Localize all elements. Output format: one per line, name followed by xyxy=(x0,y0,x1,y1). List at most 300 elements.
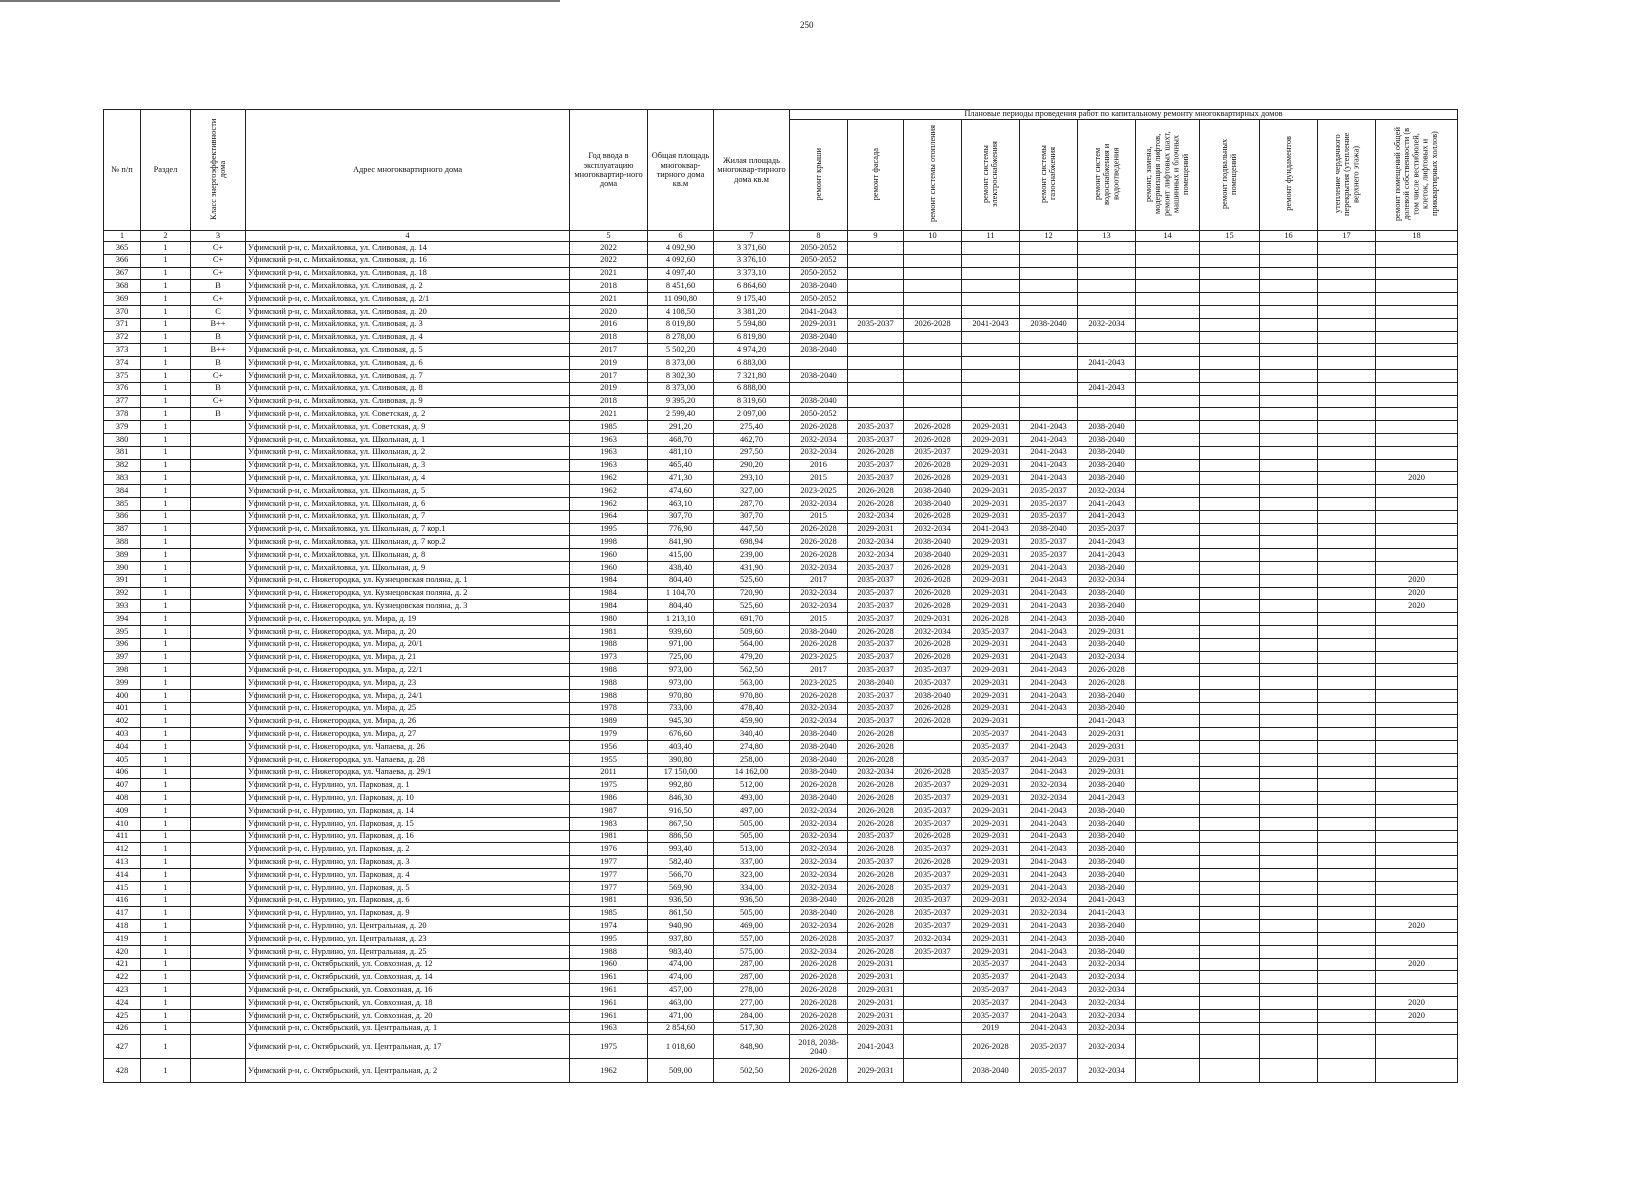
energy-class-cell xyxy=(191,523,246,536)
roof-cell: 2041-2043 xyxy=(790,305,848,318)
total-area-cell: 992,80 xyxy=(648,779,714,792)
electric-cell: 2029-2031 xyxy=(962,549,1020,562)
electric-cell: 2029-2031 xyxy=(962,472,1020,485)
energy-class-cell: C xyxy=(191,305,246,318)
water-cell xyxy=(1078,331,1136,344)
foundation-cell xyxy=(1260,625,1318,638)
energy-class-cell xyxy=(191,638,246,651)
heating-cell: 2026-2028 xyxy=(904,715,962,728)
total-area-cell: 8 451,60 xyxy=(648,280,714,293)
attic-cell xyxy=(1318,958,1376,971)
living-area-cell: 337,00 xyxy=(714,856,790,869)
section-cell: 1 xyxy=(141,741,191,754)
attic-cell xyxy=(1318,318,1376,331)
gas-cell: 2032-2034 xyxy=(1020,779,1078,792)
heating-cell: 2026-2028 xyxy=(904,766,962,779)
facade-cell: 2032-2034 xyxy=(848,766,904,779)
electric-cell xyxy=(962,344,1020,357)
section-cell: 1 xyxy=(141,689,191,702)
roof-cell: 2038-2040 xyxy=(790,280,848,293)
gas-cell: 2041-2043 xyxy=(1020,664,1078,677)
table-row xyxy=(104,907,1458,920)
roof-cell: 2026-2028 xyxy=(790,984,848,997)
table-row xyxy=(104,997,1458,1010)
year-cell: 1961 xyxy=(570,971,648,984)
living-area-cell: 2 097,00 xyxy=(714,408,790,421)
heating-cell: 2038-2040 xyxy=(904,485,962,498)
basement-cell xyxy=(1200,958,1260,971)
address-cell: Уфимский р-н, с. Михайловка, ул. Сливовая, д. 3 xyxy=(246,318,570,331)
total-area-cell: 804,40 xyxy=(648,574,714,587)
row-number-cell: 374 xyxy=(104,357,141,370)
section-cell: 1 xyxy=(141,651,191,664)
section-cell: 1 xyxy=(141,574,191,587)
basement-cell xyxy=(1200,561,1260,574)
total-area-cell: 474,60 xyxy=(648,485,714,498)
water-cell: 2038-2040 xyxy=(1078,869,1136,882)
header-attic-insulation: утепление чердачного перекрытия (утепление верхнего этажа) xyxy=(1318,120,1376,231)
common-premises-cell xyxy=(1376,549,1458,562)
common-premises-cell: 2020 xyxy=(1376,958,1458,971)
roof-cell: 2038-2040 xyxy=(790,625,848,638)
common-premises-cell: 2020 xyxy=(1376,587,1458,600)
table-row xyxy=(104,715,1458,728)
electric-cell: 2029-2031 xyxy=(962,945,1020,958)
elevators-cell xyxy=(1136,843,1200,856)
energy-class-cell: B xyxy=(191,331,246,344)
address-cell: Уфимский р-н, с. Нурлино, ул. Парковая, д. 5 xyxy=(246,881,570,894)
foundation-cell xyxy=(1260,472,1318,485)
roof-cell xyxy=(790,357,848,370)
year-cell: 1962 xyxy=(570,1059,648,1083)
facade-cell xyxy=(848,357,904,370)
heating-cell xyxy=(904,984,962,997)
elevators-cell xyxy=(1136,485,1200,498)
total-area-cell: 937,80 xyxy=(648,933,714,946)
foundation-cell xyxy=(1260,702,1318,715)
section-cell: 1 xyxy=(141,971,191,984)
row-number-cell: 397 xyxy=(104,651,141,664)
water-cell: 2041-2043 xyxy=(1078,382,1136,395)
electric-cell xyxy=(962,242,1020,255)
elevators-cell xyxy=(1136,958,1200,971)
section-cell: 1 xyxy=(141,523,191,536)
row-number-cell: 366 xyxy=(104,254,141,267)
electric-cell: 2029-2031 xyxy=(962,536,1020,549)
living-area-cell: 563,00 xyxy=(714,677,790,690)
attic-cell xyxy=(1318,600,1376,613)
living-area-cell: 970,80 xyxy=(714,689,790,702)
energy-class-cell: B xyxy=(191,357,246,370)
basement-cell xyxy=(1200,574,1260,587)
facade-cell: 2026-2028 xyxy=(848,497,904,510)
gas-cell: 2041-2043 xyxy=(1020,830,1078,843)
water-cell xyxy=(1078,408,1136,421)
year-cell: 1977 xyxy=(570,856,648,869)
address-cell: Уфимский р-н, с. Михайловка, ул. Сливовая, д. 20 xyxy=(246,305,570,318)
section-cell: 1 xyxy=(141,280,191,293)
header-plan-periods: Плановые периоды проведения работ по капитальному ремонту многоквартирных домов xyxy=(790,110,1458,120)
water-cell: 2041-2043 xyxy=(1078,792,1136,805)
roof-cell: 2029-2031 xyxy=(790,318,848,331)
section-cell: 1 xyxy=(141,869,191,882)
energy-class-cell xyxy=(191,894,246,907)
section-cell: 1 xyxy=(141,1035,191,1059)
year-cell: 1980 xyxy=(570,613,648,626)
foundation-cell xyxy=(1260,1059,1318,1083)
table-row xyxy=(104,638,1458,651)
gas-cell: 2035-2037 xyxy=(1020,536,1078,549)
basement-cell xyxy=(1200,933,1260,946)
address-cell: Уфимский р-н, с. Нурлино, ул. Парковая, д. 2 xyxy=(246,843,570,856)
address-cell: Уфимский р-н, с. Нижегородка, ул. Кузнецовская поляна, д. 2 xyxy=(246,587,570,600)
total-area-cell: 582,40 xyxy=(648,856,714,869)
header-foundation: ремонт фундаментов xyxy=(1260,120,1318,231)
year-cell: 2018 xyxy=(570,280,648,293)
common-premises-cell xyxy=(1376,728,1458,741)
electric-cell: 2026-2028 xyxy=(962,1035,1020,1059)
gas-cell: 2041-2043 xyxy=(1020,689,1078,702)
address-cell: Уфимский р-н, с. Октябрьский, ул. Совхозная, д. 14 xyxy=(246,971,570,984)
roof-cell: 2032-2034 xyxy=(790,817,848,830)
elevators-cell xyxy=(1136,805,1200,818)
header-living-area: Жилая площадь многоквар-тирного дома кв.м xyxy=(714,110,790,231)
living-area-cell: 5 594,80 xyxy=(714,318,790,331)
section-cell: 1 xyxy=(141,1059,191,1083)
attic-cell xyxy=(1318,382,1376,395)
attic-cell xyxy=(1318,677,1376,690)
column-number: 12 xyxy=(1020,231,1078,242)
attic-cell xyxy=(1318,523,1376,536)
address-cell: Уфимский р-н, с. Октябрьский, ул. Центральная, д. 1 xyxy=(246,1022,570,1035)
year-cell: 1963 xyxy=(570,433,648,446)
total-area-cell: 973,00 xyxy=(648,664,714,677)
total-area-cell: 725,00 xyxy=(648,651,714,664)
section-cell: 1 xyxy=(141,613,191,626)
total-area-cell: 1 104,70 xyxy=(648,587,714,600)
year-cell: 1988 xyxy=(570,638,648,651)
water-cell: 2041-2043 xyxy=(1078,907,1136,920)
water-cell: 2032-2034 xyxy=(1078,958,1136,971)
common-premises-cell: 2020 xyxy=(1376,472,1458,485)
foundation-cell xyxy=(1260,600,1318,613)
living-area-cell: 525,60 xyxy=(714,600,790,613)
attic-cell xyxy=(1318,1009,1376,1022)
attic-cell xyxy=(1318,536,1376,549)
total-area-cell: 481,10 xyxy=(648,446,714,459)
common-premises-cell xyxy=(1376,894,1458,907)
roof-cell: 2023-2025 xyxy=(790,651,848,664)
section-cell: 1 xyxy=(141,792,191,805)
basement-cell xyxy=(1200,600,1260,613)
basement-cell xyxy=(1200,357,1260,370)
common-premises-cell xyxy=(1376,305,1458,318)
section-cell: 1 xyxy=(141,459,191,472)
table-row xyxy=(104,881,1458,894)
roof-cell: 2026-2028 xyxy=(790,1022,848,1035)
energy-class-cell xyxy=(191,933,246,946)
heating-cell: 2035-2037 xyxy=(904,664,962,677)
gas-cell: 2041-2043 xyxy=(1020,984,1078,997)
year-cell: 1986 xyxy=(570,792,648,805)
facade-cell: 2035-2037 xyxy=(848,702,904,715)
table-row xyxy=(104,1059,1458,1083)
year-cell: 1988 xyxy=(570,677,648,690)
table-row xyxy=(104,689,1458,702)
address-cell: Уфимский р-н, с. Нижегородка, ул. Мира, д. 24/1 xyxy=(246,689,570,702)
table-row xyxy=(104,331,1458,344)
roof-cell: 2032-2034 xyxy=(790,702,848,715)
living-area-cell: 4 974,20 xyxy=(714,344,790,357)
living-area-cell: 6 888,00 xyxy=(714,382,790,395)
basement-cell xyxy=(1200,382,1260,395)
water-cell: 2032-2034 xyxy=(1078,997,1136,1010)
column-number: 1 xyxy=(104,231,141,242)
foundation-cell xyxy=(1260,715,1318,728)
address-cell: Уфимский р-н, с. Михайловка, ул. Сливовая, д. 2/1 xyxy=(246,293,570,306)
common-premises-cell xyxy=(1376,459,1458,472)
foundation-cell xyxy=(1260,1009,1318,1022)
row-number-cell: 417 xyxy=(104,907,141,920)
heating-cell: 2038-2040 xyxy=(904,549,962,562)
section-cell: 1 xyxy=(141,728,191,741)
elevators-cell xyxy=(1136,472,1200,485)
common-premises-cell: 2020 xyxy=(1376,997,1458,1010)
water-cell xyxy=(1078,293,1136,306)
water-cell: 2038-2040 xyxy=(1078,689,1136,702)
basement-cell xyxy=(1200,421,1260,434)
common-premises-cell: 2020 xyxy=(1376,1009,1458,1022)
elevators-cell xyxy=(1136,651,1200,664)
living-area-cell: 334,00 xyxy=(714,881,790,894)
heating-cell: 2038-2040 xyxy=(904,497,962,510)
water-cell: 2038-2040 xyxy=(1078,433,1136,446)
address-cell: Уфимский р-н, с. Нурлино, ул. Парковая, д. 10 xyxy=(246,792,570,805)
common-premises-cell xyxy=(1376,382,1458,395)
attic-cell xyxy=(1318,510,1376,523)
basement-cell xyxy=(1200,766,1260,779)
roof-cell: 2026-2028 xyxy=(790,933,848,946)
living-area-cell: 447,50 xyxy=(714,523,790,536)
elevators-cell xyxy=(1136,613,1200,626)
electric-cell xyxy=(962,267,1020,280)
electric-cell: 2029-2031 xyxy=(962,561,1020,574)
electric-cell: 2029-2031 xyxy=(962,715,1020,728)
heating-cell: 2026-2028 xyxy=(904,651,962,664)
header-year: Год ввода в эксплуатацию многоквартир-ного дома xyxy=(570,110,648,231)
water-cell: 2041-2043 xyxy=(1078,715,1136,728)
water-cell xyxy=(1078,344,1136,357)
section-cell: 1 xyxy=(141,997,191,1010)
gas-cell: 2038-2040 xyxy=(1020,523,1078,536)
section-cell: 1 xyxy=(141,421,191,434)
heating-cell xyxy=(904,1035,962,1059)
roof-cell: 2038-2040 xyxy=(790,369,848,382)
common-premises-cell xyxy=(1376,702,1458,715)
energy-class-cell xyxy=(191,1022,246,1035)
energy-class-cell xyxy=(191,625,246,638)
gas-cell: 2041-2043 xyxy=(1020,945,1078,958)
energy-class-cell: B++ xyxy=(191,318,246,331)
attic-cell xyxy=(1318,805,1376,818)
common-premises-cell xyxy=(1376,1035,1458,1059)
electric-cell: 2029-2031 xyxy=(962,677,1020,690)
attic-cell xyxy=(1318,933,1376,946)
section-cell: 1 xyxy=(141,766,191,779)
row-number-cell: 375 xyxy=(104,369,141,382)
attic-cell xyxy=(1318,331,1376,344)
water-cell xyxy=(1078,242,1136,255)
heating-cell: 2026-2028 xyxy=(904,510,962,523)
gas-cell xyxy=(1020,382,1078,395)
living-area-cell: 698,94 xyxy=(714,536,790,549)
column-number: 11 xyxy=(962,231,1020,242)
table-row xyxy=(104,549,1458,562)
common-premises-cell xyxy=(1376,408,1458,421)
row-number-cell: 389 xyxy=(104,549,141,562)
heating-cell xyxy=(904,728,962,741)
water-cell: 2041-2043 xyxy=(1078,497,1136,510)
roof-cell: 2032-2034 xyxy=(790,869,848,882)
attic-cell xyxy=(1318,651,1376,664)
heating-cell: 2026-2028 xyxy=(904,318,962,331)
foundation-cell xyxy=(1260,753,1318,766)
year-cell: 2019 xyxy=(570,357,648,370)
basement-cell xyxy=(1200,1035,1260,1059)
section-cell: 1 xyxy=(141,753,191,766)
elevators-cell xyxy=(1136,446,1200,459)
energy-class-cell: C+ xyxy=(191,254,246,267)
total-area-cell: 8 278,00 xyxy=(648,331,714,344)
elevators-cell xyxy=(1136,869,1200,882)
common-premises-cell xyxy=(1376,318,1458,331)
energy-class-cell xyxy=(191,472,246,485)
attic-cell xyxy=(1318,741,1376,754)
address-cell: Уфимский р-н, с. Нурлино, ул. Центральная, д. 25 xyxy=(246,945,570,958)
energy-class-cell xyxy=(191,1059,246,1083)
year-cell: 1977 xyxy=(570,869,648,882)
year-cell: 1984 xyxy=(570,574,648,587)
common-premises-cell xyxy=(1376,497,1458,510)
common-premises-cell xyxy=(1376,664,1458,677)
year-cell: 1988 xyxy=(570,664,648,677)
heating-cell: 2026-2028 xyxy=(904,587,962,600)
address-cell: Уфимский р-н, с. Нижегородка, ул. Мира, д. 20 xyxy=(246,625,570,638)
row-number-cell: 421 xyxy=(104,958,141,971)
year-cell: 2020 xyxy=(570,305,648,318)
energy-class-cell xyxy=(191,881,246,894)
elevators-cell xyxy=(1136,600,1200,613)
address-cell: Уфимский р-н, с. Михайловка, ул. Сливовая, д. 16 xyxy=(246,254,570,267)
gas-cell: 2041-2043 xyxy=(1020,997,1078,1010)
row-number-cell: 395 xyxy=(104,625,141,638)
foundation-cell xyxy=(1260,856,1318,869)
heating-cell: 2032-2034 xyxy=(904,625,962,638)
basement-cell xyxy=(1200,920,1260,933)
common-premises-cell xyxy=(1376,625,1458,638)
water-cell: 2041-2043 xyxy=(1078,536,1136,549)
row-number-cell: 409 xyxy=(104,805,141,818)
facade-cell xyxy=(848,242,904,255)
year-cell: 1984 xyxy=(570,600,648,613)
basement-cell xyxy=(1200,677,1260,690)
address-cell: Уфимский р-н, с. Нижегородка, ул. Кузнецовская поляна, д. 3 xyxy=(246,600,570,613)
facade-cell: 2035-2037 xyxy=(848,651,904,664)
basement-cell xyxy=(1200,753,1260,766)
water-cell: 2038-2040 xyxy=(1078,920,1136,933)
facade-cell: 2035-2037 xyxy=(848,830,904,843)
common-premises-cell xyxy=(1376,933,1458,946)
foundation-cell xyxy=(1260,1022,1318,1035)
year-cell: 1963 xyxy=(570,1022,648,1035)
energy-class-cell xyxy=(191,779,246,792)
roof-cell: 2018, 2038-2040 xyxy=(790,1035,848,1059)
elevators-cell xyxy=(1136,779,1200,792)
total-area-cell: 8 373,00 xyxy=(648,357,714,370)
section-cell: 1 xyxy=(141,945,191,958)
foundation-cell xyxy=(1260,536,1318,549)
living-area-cell: 274,80 xyxy=(714,741,790,754)
address-cell: Уфимский р-н, с. Михайловка, ул. Школьная, д. 7 кор.1 xyxy=(246,523,570,536)
foundation-cell xyxy=(1260,779,1318,792)
year-cell: 1977 xyxy=(570,881,648,894)
gas-cell: 2041-2043 xyxy=(1020,741,1078,754)
gas-cell: 2041-2043 xyxy=(1020,1009,1078,1022)
table-header xyxy=(104,110,1458,242)
common-premises-cell xyxy=(1376,753,1458,766)
foundation-cell xyxy=(1260,574,1318,587)
year-cell: 1979 xyxy=(570,728,648,741)
table-row xyxy=(104,945,1458,958)
elevators-cell xyxy=(1136,318,1200,331)
row-number-cell: 373 xyxy=(104,344,141,357)
basement-cell xyxy=(1200,664,1260,677)
total-area-cell: 291,20 xyxy=(648,421,714,434)
total-area-cell: 1 018,60 xyxy=(648,1035,714,1059)
energy-class-cell: B xyxy=(191,382,246,395)
section-cell: 1 xyxy=(141,344,191,357)
total-area-cell: 463,00 xyxy=(648,997,714,1010)
basement-cell xyxy=(1200,587,1260,600)
gas-cell xyxy=(1020,331,1078,344)
heating-cell xyxy=(904,293,962,306)
living-area-cell: 497,00 xyxy=(714,805,790,818)
row-number-cell: 422 xyxy=(104,971,141,984)
total-area-cell: 465,40 xyxy=(648,459,714,472)
water-cell: 2038-2040 xyxy=(1078,817,1136,830)
energy-class-cell xyxy=(191,817,246,830)
energy-class-cell xyxy=(191,971,246,984)
row-number-cell: 388 xyxy=(104,536,141,549)
living-area-cell: 14 162,00 xyxy=(714,766,790,779)
electric-cell: 2029-2031 xyxy=(962,881,1020,894)
elevators-cell xyxy=(1136,574,1200,587)
gas-cell: 2035-2037 xyxy=(1020,485,1078,498)
table-row xyxy=(104,1009,1458,1022)
roof-cell: 2026-2028 xyxy=(790,997,848,1010)
foundation-cell xyxy=(1260,958,1318,971)
heating-cell xyxy=(904,1009,962,1022)
water-cell xyxy=(1078,254,1136,267)
address-cell: Уфимский р-н, с. Октябрьский, ул. Совхозная, д. 20 xyxy=(246,1009,570,1022)
gas-cell: 2041-2043 xyxy=(1020,472,1078,485)
heating-cell xyxy=(904,1022,962,1035)
row-number-cell: 404 xyxy=(104,741,141,754)
heating-cell: 2035-2037 xyxy=(904,792,962,805)
attic-cell xyxy=(1318,549,1376,562)
roof-cell: 2023-2025 xyxy=(790,677,848,690)
heating-cell: 2035-2037 xyxy=(904,907,962,920)
